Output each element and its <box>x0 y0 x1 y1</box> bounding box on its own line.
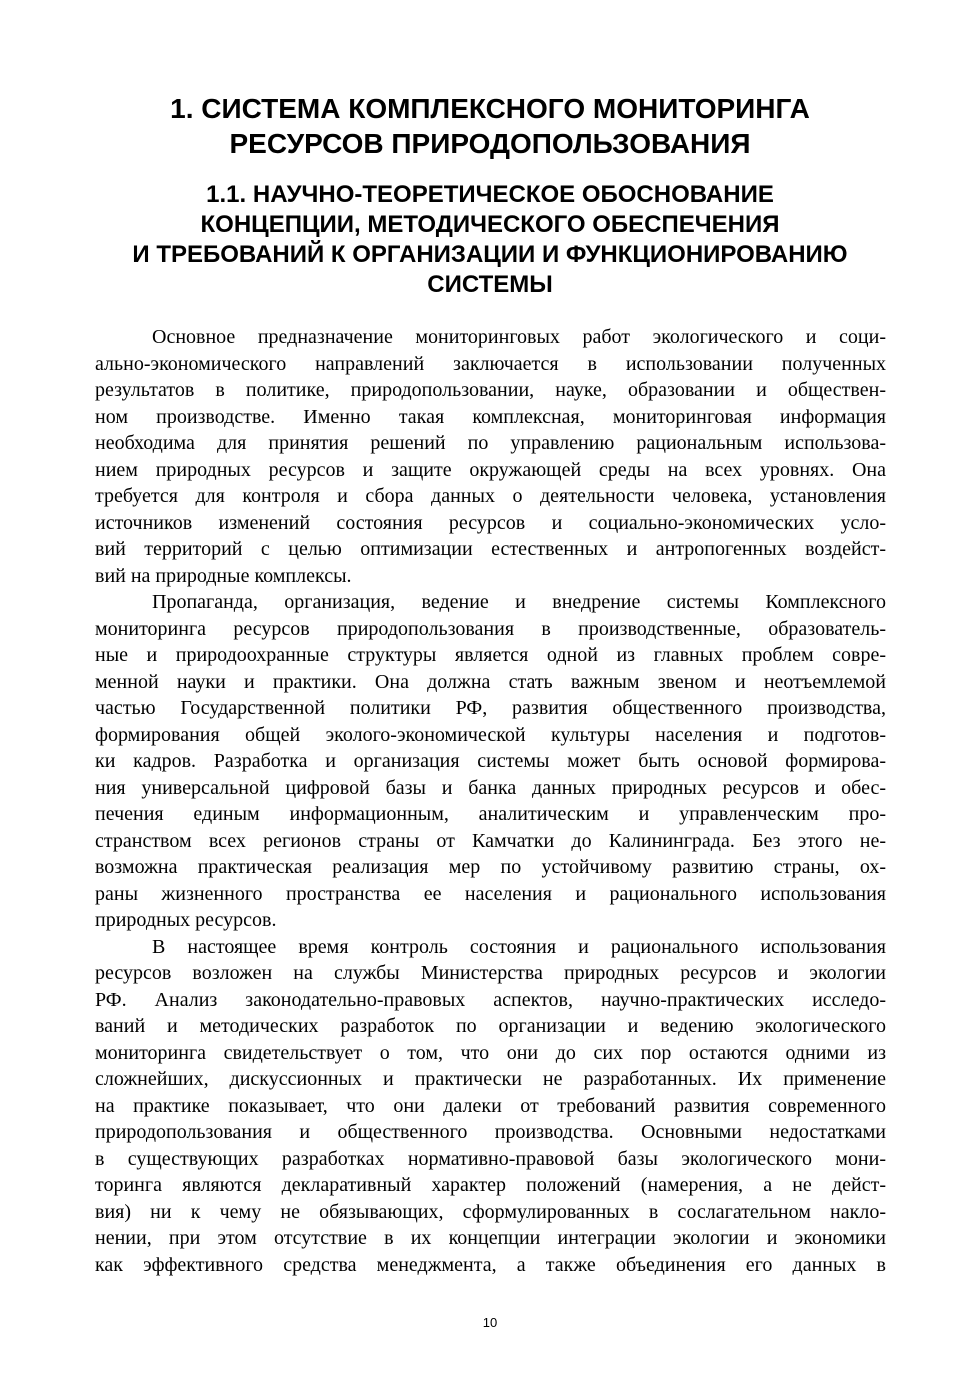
paragraph-1 <box>95 324 886 589</box>
text-line: возможна практическая реализация мер по устойчивому развитию страны, ох- <box>95 856 886 878</box>
text-line: источников изменений состояния ресурсов и социально-экономических усло- <box>95 511 886 534</box>
text-line: вия) ни к чему не обязывающих, сформулированных в сослагательном накло- <box>95 1200 886 1223</box>
text-line: торинга являются декларативный характер положений (намерения, а не дейст- <box>95 1174 886 1196</box>
text-line: Пропаганда, организация, ведение и внедрение системы Комплексного <box>152 591 886 613</box>
section-title <box>80 180 900 300</box>
text-line: менной науки и практики. Она должна стать важным звеном и неотъемлемой <box>95 670 886 693</box>
text-line: ном производстве. Именно такая комплексная, мониторинговая информация <box>95 405 886 428</box>
chapter-title <box>80 91 900 161</box>
text-line: формирования общей эколого-экономической культуры населения и подготов- <box>95 723 886 746</box>
section-title-line: И ТРЕБОВАНИЙ К ОРГАНИЗАЦИИ И ФУНКЦИОНИРОВАНИЮ <box>132 241 848 268</box>
paragraph-3 <box>95 934 886 1279</box>
text-line: ния универсальной цифровой базы и банка данных природных ресурсов и обес- <box>95 776 886 799</box>
text-line: раны жизненного пространства ее населения и рационального использования <box>95 882 886 905</box>
text-line: нием природных ресурсов и защите окружающей среды на всех уровнях. Она <box>95 458 886 481</box>
text-line: требуется для контроля и сбора данных о деятельности человека, установления <box>95 485 886 507</box>
text-line: РФ. Анализ законодательно-правовых аспектов, научно-практических исследо- <box>95 988 886 1011</box>
page-number: 10 <box>482 1315 498 1330</box>
body-text <box>95 324 886 1278</box>
section-title-line: СИСТЕМЫ <box>427 271 553 298</box>
text-line: вий территорий с целью оптимизации естественных и антропогенных воздейст- <box>95 538 886 560</box>
chapter-title-line: РЕСУРСОВ ПРИРОДОПОЛЬЗОВАНИЯ <box>229 128 751 159</box>
text-line: нении, при этом отсутствие в их концепции интеграции экологии и экономики <box>95 1227 886 1249</box>
text-line: на практике показывает, что они далеки от требований развития современного <box>95 1094 886 1117</box>
text-line: мониторинга свидетельствует о том, что они до сих пор остаются одними из <box>95 1041 886 1064</box>
text-line: мониторинга ресурсов природопользования в производственные, образователь- <box>95 617 886 640</box>
text-line: необходима для принятия решений по управлению рациональным использова- <box>95 432 886 454</box>
text-line: ально-экономического направлений заключается в использовании полученных <box>95 352 886 375</box>
text-line: частью Государственной политики РФ, развития общественного производства, <box>95 697 886 719</box>
text-line: ные и природоохранные структуры является одной из главных проблем совре- <box>95 644 886 666</box>
text-line: в существующих разработках нормативно-правовой базы экологического мони- <box>95 1147 886 1170</box>
section-title-line: КОНЦЕПЦИИ, МЕТОДИЧЕСКОГО ОБЕСПЕЧЕНИЯ <box>200 211 780 238</box>
text-line: как эффективного средства менеджмента, а также объединения его данных в <box>95 1253 886 1276</box>
text-line: вий на природные комплексы. <box>95 564 352 587</box>
text-line: результатов в политике, природопользовании, науке, образовании и обществен- <box>95 379 886 401</box>
text-line: сложнейших, дискуссионных и практически не разработанных. Их применение <box>95 1068 886 1090</box>
text-line: странством всех регионов страны от Камчатки до Калининграда. Без этого не- <box>95 829 886 852</box>
paragraph-2 <box>95 589 886 934</box>
text-line: ки кадров. Разработка и организация системы может быть основой формирова- <box>95 750 886 772</box>
text-line: природных ресурсов. <box>95 909 277 931</box>
text-line: В настоящее время контроль состояния и рационального использования <box>152 935 886 958</box>
text-line: печения единым информационным, аналитическим и управленческим про- <box>95 803 886 825</box>
text-line: ресурсов возложен на службы Министерства природных ресурсов и экологии <box>95 962 886 984</box>
text-line: природопользования и общественного производства. Основными недостатками <box>95 1121 886 1143</box>
text-line: ваний и методических разработок по организации и ведению экологического <box>95 1015 886 1037</box>
text-line: Основное предназначение мониторинговых работ экологического и соци- <box>152 326 886 348</box>
section-title-line: 1.1. НАУЧНО-ТЕОРЕТИЧЕСКОЕ ОБОСНОВАНИЕ <box>206 181 774 208</box>
chapter-title-line: 1. СИСТЕМА КОМПЛЕКСНОГО МОНИТОРИНГА <box>170 93 810 124</box>
